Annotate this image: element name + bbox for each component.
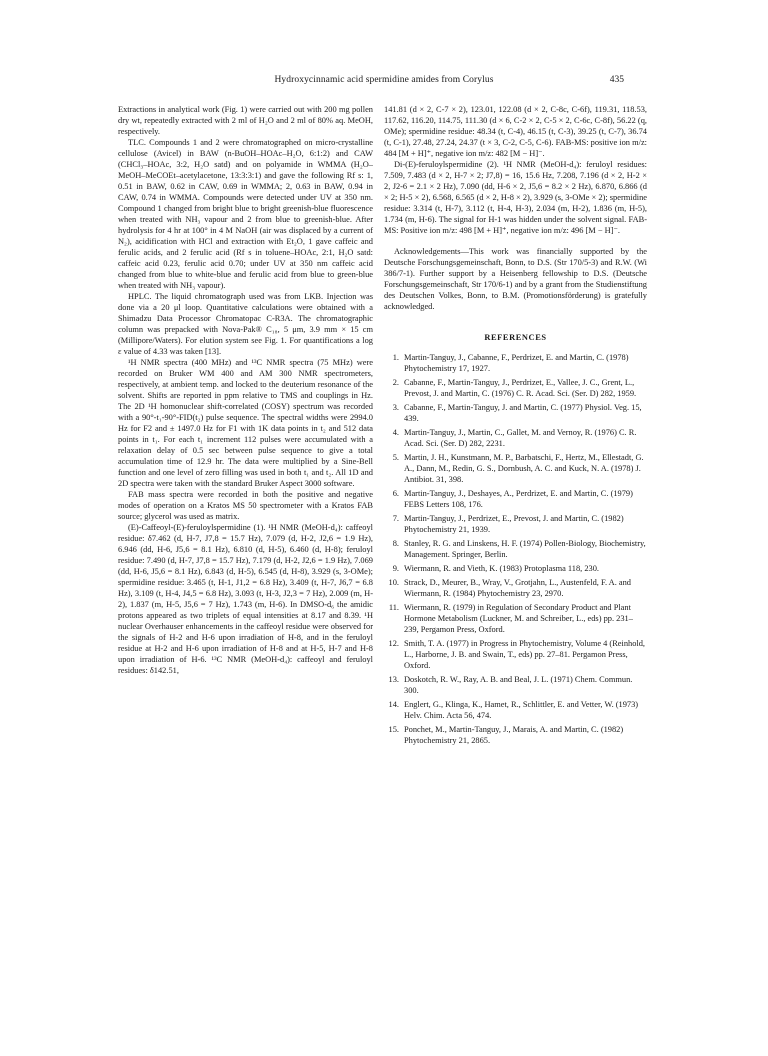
reference-item bbox=[384, 452, 647, 485]
reference-number: 12. bbox=[388, 639, 399, 648]
reference-number: 3. bbox=[392, 403, 399, 412]
reference-number: 14. bbox=[388, 700, 399, 709]
references-heading: REFERENCES bbox=[484, 333, 547, 342]
reference-text: Stanley, R. G. and Linskens, H. F. (1974) Pollen-Biology, Biochemistry, Management. Springer, Berlin. bbox=[404, 539, 646, 559]
reference-item bbox=[384, 724, 647, 746]
reference-item bbox=[384, 488, 647, 510]
reference-list bbox=[384, 352, 647, 746]
reference-item bbox=[384, 377, 647, 399]
reference-item bbox=[384, 638, 647, 671]
reference-number: 11. bbox=[388, 603, 399, 612]
reference-text: Martin-Tanguy, J., Perdrizet, E., Prevost, J. and Martin, C. (1982) Phytochemistry 21, 1939. bbox=[404, 514, 624, 534]
paragraph-compound-2: Di-(E)-feruloylspermidine (2). ¹H NMR (MeOH-d₄): feruloyl residues: 7.509, 7.483 (d × 2, H-7 × 2; J7,8) = 16, 15.6 Hz, 7.208, 7.196 (d × 2, H-2 × 2, J2-6 = 2.1 × 2 Hz), 7.090 (dd, H-6 × 2, J5,6 = 8.2 × 2 Hz), 6.870, 6.866 (d × 2; H-5 × 2), 6.568, 6.565 (d × 2, H-8 × 2), 3.929 (s, 3-OMe × 2); spermidine residue: 3.314 (t, H-7), 3.112 (t, H-4, H-3), 2.034 (m, H-2), 1.836 (m, H-5), 1.734 (m, H-6). The signal for H-1 was hidden under the solvent signal. FAB-MS: Positive ion m/z: 498 [M + H]⁺, negative ion m/z: 496 [M − H]⁻. bbox=[384, 160, 647, 235]
paragraph-compound-1: (E)-Caffeoyl-(E)-feruloylspermidine (1). ¹H NMR (MeOH-d₄): caffeoyl residue: δ7.462 (d, H-7, J7,8 = 15.7 Hz), 7.079 (d, H-2, J2,6 = 1.9 Hz), 6.946 (dd, H-6, J5,6 = 8.1 Hz), 6.810 (d, H-5), 6.460 (d, H-8); feruloyl residue: 7.490 (d, H-7, J7,8 = 15.7 Hz), 7.179 (d, H-2, J2,6 = 1.9 Hz), 7.069 (dd, H-6, J5,6 = 8.1 Hz), 6.843 (d, H-5), 6.545 (d, H-8), 3.929 (s, 3-OMe); spermidine residue: 3.465 (t, H-1, J1,2 = 6.8 Hz), 3.409 (t, H-7, J6,7 = 6.8 Hz), 3.109 (t, H-4, J4,5 = 6.8 Hz), 3.093 (t, H-3, J2,3 = 7 Hz), 2.009 (m, H-2), 1.837 (m, H-5, J5,6 = 7 Hz), 1.743 (m, H-6). In DMSO-d₆ the amidic protons appeared as two triplets of equal intensities at 8.17 and 8.39. ¹H nuclear Overhauser enhancements in the caffeoyl residue were observed for the signals of H-2 and H-6 upon irradiation of H-8, and in the feruloyl residue at H-2 and H-6 upon irradiation of H-8 and at H-5, H-7 and H-8 upon irradiation of H-6. ¹³C NMR (MeOH-d₄): caffeoyl and feruloyl residues: δ142.51, bbox=[118, 523, 373, 675]
paragraph-nmr: ¹H NMR spectra (400 MHz) and ¹³C NMR spectra (75 MHz) were recorded on Bruker WM 400 and AM 300 NMR spectrometers, respectively, at ambient temp. and locked to the deuterium resonance of the solvent. Shifts are reported in ppm relative to TMS and couplings in Hz. The 2D ¹H homonuclear shift-correlated (COSY) spectrum was recorded with a 90°-t₁-90°-FID(t₂) pulse sequence. The spectral widths were 2994.0 Hz for F2 and ± 1497.0 Hz for F1 with 1K data points in t₂ and 512 data points in t₁. For each t₁ increment 112 pulses were accumulated with a relaxation delay of 0.5 sec between pulse sequence to give a total accumulation time of 12.9 hr. The data were multiplied by a Sine-Bell function and one level of zero filling was used in both t₁ and t₂. All 1D and 2D spectra were taken with the standard Bruker Aspect 3000 software. bbox=[118, 358, 373, 488]
paragraph-compound-1-cont: 141.81 (d × 2, C-7 × 2), 123.01, 122.08 (d × 2, C-8c, C-6f), 119.31, 118.53, 117.62, 116.20, 114.75, 111.30 (d × 6, C-2 × 2, C-5 × 2, C-6c, C-8f), 56.22 (q, OMe); spermidine residue: 48.34 (t, C-4), 46.15 (t, C-3), 39.25 (t, C-7), 36.74 (t, C-1), 27.48, 27.24, 24.37 (t × 3, C-2, C-5, C-6). FAB-MS: positive ion m/z: 484 [M + H]⁺, negative ion m/z: 482 [M − H]⁻. bbox=[384, 105, 647, 158]
paragraph-fab-ms: FAB mass spectra were recorded in both the positive and negative modes of operation on a Kratos MS 50 spectrometer with a Kratos FAB source; glycerol was used as matrix. bbox=[118, 490, 373, 521]
reference-number: 5. bbox=[392, 453, 399, 462]
reference-number: 7. bbox=[392, 514, 399, 523]
reference-number: 10. bbox=[388, 578, 399, 587]
reference-text: Cabanne, F., Martin-Tanguy, J. and Martin, C. (1977) Physiol. Veg. 15, 439. bbox=[404, 403, 642, 423]
reference-text: Doskotch, R. W., Ray, A. B. and Beal, J. L. (1971) Chem. Commun. 300. bbox=[404, 675, 633, 695]
paragraph-extractions: Extractions in analytical work (Fig. 1) were carried out with 200 mg pollen dry wt, repeatedly extracted with 2 ml of H₂O and 2 ml of 80% aq. MeOH, respectively. bbox=[118, 105, 373, 136]
reference-number: 2. bbox=[392, 378, 399, 387]
reference-text: Martin-Tanguy, J., Cabanne, F., Perdrizet, E. and Martin, C. (1978) Phytochemistry 17, 1927. bbox=[404, 353, 629, 373]
reference-item bbox=[384, 674, 647, 696]
reference-text: Wiermann, R. (1979) in Regulation of Secondary Product and Plant Hormone Metabolism (Luckner, M. and Schreiber, L., eds) pp. 231–239, Pergamon Press, Oxford. bbox=[404, 603, 633, 634]
page-header bbox=[0, 75, 768, 91]
reference-number: 1. bbox=[392, 353, 399, 362]
running-head: Hydroxycinnamic acid spermidine amides from Corylus bbox=[274, 75, 494, 85]
reference-item bbox=[384, 513, 647, 535]
reference-text: Martin-Tanguy, J., Martin, C., Gallet, M. and Vernoy, R. (1976) C. R. Acad. Sci. (Ser. D) 282, 2231. bbox=[404, 428, 637, 448]
reference-text: Englert, G., Klinga, K., Hamet, R., Schlittler, E. and Vetter, W. (1973) Helv. Chim. Acta 56, 474. bbox=[404, 700, 639, 720]
right-column bbox=[384, 104, 647, 749]
reference-item bbox=[384, 563, 647, 574]
reference-number: 8. bbox=[392, 539, 399, 548]
reference-item bbox=[384, 402, 647, 424]
reference-item bbox=[384, 427, 647, 449]
reference-text: Cabanne, F., Martin-Tanguy, J., Perdrizet, E., Vallee, J. C., Grent, L., Prevost, J. and Martin, C. (1976) C. R. Acad. Sci. (Ser. D) 282, 1959. bbox=[404, 378, 637, 398]
reference-text: Martin-Tanguy, J., Deshayes, A., Perdrizet, E. and Martin, C. (1979) FEBS Letters 108, 176. bbox=[404, 489, 633, 509]
reference-item bbox=[384, 699, 647, 721]
reference-item bbox=[384, 602, 647, 635]
reference-number: 15. bbox=[388, 725, 399, 734]
paragraph-tlc: TLC. Compounds 1 and 2 were chromatographed on micro-crystalline cellulose (Avicel) in BAW (n-BuOH–HOAc–H₂O, 6:1:2) and CAW (CHCl₃–HOAc, 3:2, H₂O satd) and on polyamide in WMMA (H₂O–MeOH–MeCOEt–acetylacetone, 13:3:3:1) and gave the following Rf s: 1, 0.51 in BAW, 0.62 in CAW, 0.69 in WMMA; 2, 0.63 in BAW, 0.94 in CAW, 0.74 in WMMA. Compounds were detected under UV at 350 nm. Compound 1 changed from bright blue to bright greenish-blue fluorescence when treated with NH₃ vapour and 2 from blue to greenish-blue. After hydrolysis for 4 hr at 100° in 4 M NaOH (air was displaced by a current of N₂), acidification with HCl and extraction with Et₂O, 1 gave caffeic and ferulic acids, and 2 ferulic acid (Rf s in toluene–HOAc, 2:1, H₂O satd: caffeic acid 0.23, ferulic acid 0.70; under UV at 350 nm caffeic acid changed from blue to white-blue and ferulic acid from blue to green-blue when treated with NH₃ vapour). bbox=[118, 138, 373, 290]
paragraph-hplc: HPLC. The liquid chromatograph used was from LKB. Injection was done via a 20 μl loop. Quantitative calculations were obtained with a Shimadzu Data Processor Chromatopac C-R3A. The chromatographic column was prepacked with Nova-Pak® C₁₈, 5 μm, 3.9 mm × 15 cm (Millipore/Waters). For elution system see Fig. 1. For quantifications a log ε value of 4.33 was taken [13]. bbox=[118, 292, 373, 356]
reference-number: 4. bbox=[392, 428, 399, 437]
reference-text: Ponchet, M., Martin-Tanguy, J., Marais, A. and Martin, C. (1982) Phytochemistry 21, 2865. bbox=[404, 725, 624, 745]
reference-item bbox=[384, 577, 647, 599]
reference-number: 9. bbox=[392, 564, 399, 573]
reference-text: Strack, D., Meurer, B., Wray, V., Grotjahn, L., Austenfeld, F. A. and Wiermann, R. (1984) Phytochemistry 23, 2970. bbox=[404, 578, 631, 598]
reference-number: 6. bbox=[392, 489, 399, 498]
left-column bbox=[118, 104, 373, 676]
reference-text: Martin, J. H., Kunstmann, M. P., Barbatschi, F., Hertz, M., Ellestadt, G. A., Dann, M., Redin, G. S., Dornbush, A. C. and Kuck, N. A. (1978) J. Antibiot. 31, 398. bbox=[404, 453, 644, 484]
paragraph-acknowledgements: Acknowledgements—This work was financially supported by the Deutsche Forschungsgemeinschaft, Bonn, to D.S. (Str 170/5-3) and R.W. (Wi 386/7-1). Further support by a Heisenberg fellowship to D.S. (Deutsche Forschungsgemeinschaft, Str 170/6-1) and by a grant from the Studienstiftung des Deutschen Volkes, Bonn, to B.M. (Promotionsförderung) is gratefully acknowledged. bbox=[384, 247, 647, 311]
reference-item bbox=[384, 352, 647, 374]
reference-text: Smith, T. A. (1977) in Progress in Phytochemistry, Volume 4 (Reinhold, L., Harborne, J. B. and Swain, T., eds) pp. 27–81. Pergamon Press, Oxford. bbox=[404, 639, 646, 670]
page-number: 435 bbox=[609, 75, 624, 85]
spacer bbox=[384, 236, 647, 246]
reference-item bbox=[384, 538, 647, 560]
reference-number: 13. bbox=[388, 675, 399, 684]
reference-text: Wiermann, R. and Vieth, K. (1983) Protoplasma 118, 230. bbox=[404, 564, 600, 573]
